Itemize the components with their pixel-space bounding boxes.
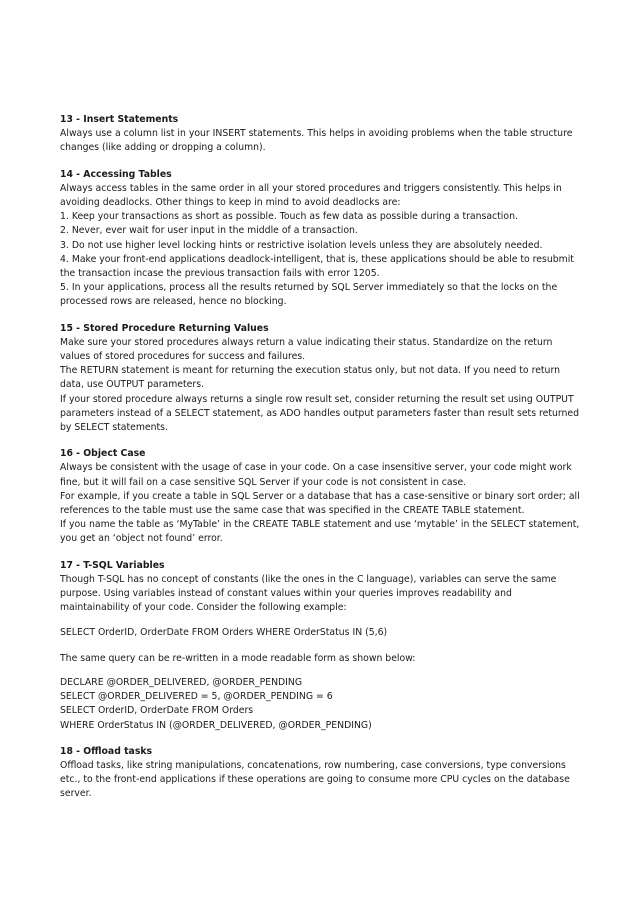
section-insert-statements	[60, 113, 580, 156]
paragraph: Offload tasks, like string manipulations, concatenations, row numbering, case conversions, type conversions etc., to the front-end applications if these operations are going to consume more CPU cycles on the database server.	[60, 759, 570, 800]
list-item: 3. Do not use higher level locking hints or restrictive isolation levels unless they are absolutely needed.	[60, 239, 543, 251]
paragraph: The RETURN statement is meant for returning the execution status only, but not data. If you need to return data, use OUTPUT parameters.	[60, 365, 561, 391]
paragraph: Always be consistent with the usage of case in your code. On a case insensitive server, your code might work fine, but it will fail on a case sensitive SQL Server if your code is not consistent in case.	[60, 462, 572, 488]
paragraph: Always access tables in the same order in all your stored procedures and triggers consistently. This helps in avoiding deadlocks. Other things to keep in mind to avoid deadlocks are:	[60, 182, 562, 209]
code-example-rewritten	[60, 676, 580, 733]
list-item: 5. In your applications, process all the results returned by SQL Server immediately so that the locks on the processed rows are released, hence no blocking.	[60, 282, 558, 308]
paragraph: The same query can be re-written in a mode readable form as shown below:	[60, 652, 416, 664]
section-title: 13 - Insert Statements	[60, 114, 179, 125]
section-title: 17 - T-SQL Variables	[60, 559, 165, 571]
section-stored-procedure-returning-values	[60, 322, 580, 436]
paragraph: Make sure your stored procedures always return a value indicating their status. Standardize on the return values of stored procedures for success and failures.	[60, 336, 553, 363]
code-line: SELECT OrderID, OrderDate FROM Orders	[60, 705, 254, 717]
section-accessing-tables	[60, 168, 580, 310]
section-title: 15 - Stored Procedure Returning Values	[60, 322, 269, 334]
section-title: 16 - Object Case	[60, 448, 146, 460]
paragraph: Though T-SQL has no concept of constants (like the ones in the C language), variables can serve the same purpose. Using variables instead of constant values within your queries improves readability and maintainability of your code. Consider the following example:	[60, 573, 557, 614]
paragraph: If your stored procedure always returns a single row result set, consider returning the result set using OUTPUT parameters instead of a SELECT statement, as ADO handles output parameters faster than result sets returned by SELECT statements.	[60, 393, 580, 434]
paragraph: If you name the table as ‘MyTable’ in the CREATE TABLE statement and use ‘mytable’ in the SELECT statement, you get an ‘object not found’ error.	[60, 519, 580, 545]
section-object-case	[60, 447, 580, 546]
paragraph: For example, if you create a table in SQL Server or a database that has a case-sensitive or binary sort order; all references to the table must use the same case that was specified in the CREATE TABLE statement.	[60, 490, 580, 517]
code-line: WHERE OrderStatus IN (@ORDER_DELIVERED, @ORDER_PENDING)	[60, 719, 372, 731]
paragraph: Always use a column list in your INSERT statements. This helps in avoiding problems when the table structure changes (like adding or dropping a column).	[60, 128, 573, 154]
list-item: 2. Never, ever wait for user input in the middle of a transaction.	[60, 225, 358, 237]
code-line: DECLARE @ORDER_DELIVERED, @ORDER_PENDING	[60, 676, 303, 688]
section-tsql-variables	[60, 559, 580, 733]
section-title: 18 - Offload tasks	[60, 745, 153, 757]
section-offload-tasks	[60, 745, 580, 802]
code-line: SELECT OrderID, OrderDate FROM Orders WHERE OrderStatus IN (5,6)	[60, 626, 388, 638]
list-item: 1. Keep your transactions as short as possible. Touch as few data as possible during a transaction.	[60, 211, 518, 223]
code-example-original	[60, 626, 580, 640]
section-title: 14 - Accessing Tables	[60, 168, 172, 180]
list-item: 4. Make your front-end applications deadlock-intelligent, that is, these applications should be able to resubmit the transaction incase the previous transaction fails with error 1205.	[60, 253, 574, 280]
code-line: SELECT @ORDER_DELIVERED = 5, @ORDER_PENDING = 6	[60, 691, 333, 703]
document-page	[60, 113, 580, 814]
